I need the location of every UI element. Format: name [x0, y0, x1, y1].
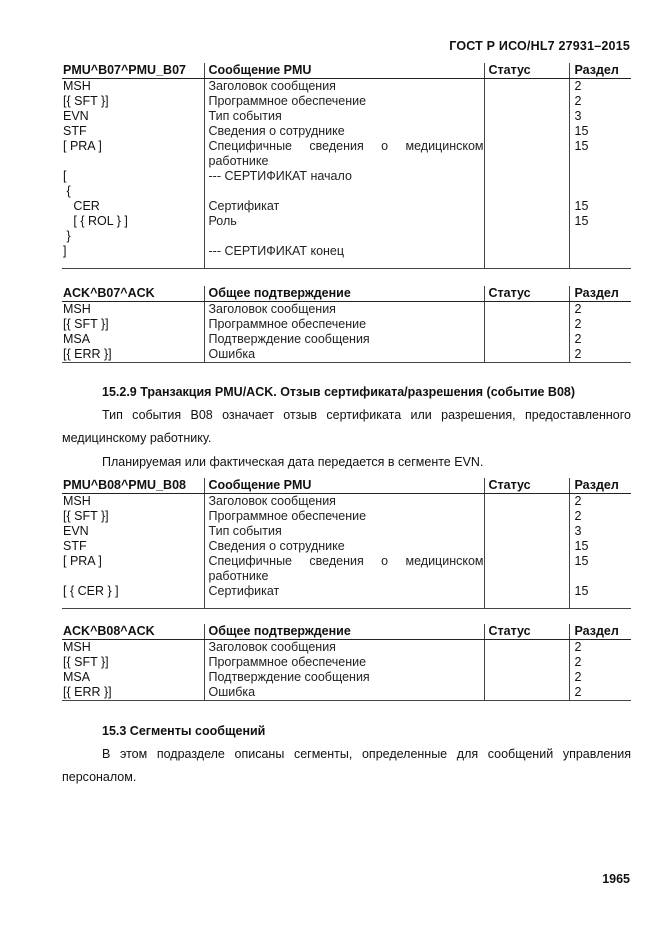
message-cell: [ PRA ]: [62, 139, 204, 169]
column-header-description: Общее подтверждение: [204, 286, 484, 302]
spacer-cell: [62, 599, 204, 609]
description-cell: Ошибка: [204, 347, 484, 363]
table-ack-b07: [62, 286, 631, 363]
message-cell: CER: [62, 199, 204, 214]
table-row: [62, 347, 631, 363]
column-header-status: Статус: [484, 63, 569, 79]
section-heading-15-2-9: 15.2.9 Транзакция PMU/ACK. Отзыв сертификата/разрешения (событие B08): [102, 385, 576, 399]
table-row: [62, 229, 631, 244]
table-header-row: [62, 286, 631, 302]
message-cell: MSH: [62, 494, 204, 510]
paragraph-evn-date: Планируемая или фактическая дата передается в сегменте EVN.: [102, 455, 484, 469]
status-cell: [484, 124, 569, 139]
status-cell: [484, 109, 569, 124]
table-row: [62, 214, 631, 229]
table-row: [62, 124, 631, 139]
spacer-cell: [62, 259, 204, 269]
description-cell: Ошибка: [204, 685, 484, 701]
description-cell: Роль: [204, 214, 484, 229]
section-cell: 15: [574, 214, 589, 228]
column-header-status: Статус: [484, 286, 569, 302]
description-cell: Специфичные сведения о медицинском работнике: [204, 139, 484, 169]
section-heading-15-3: 15.3 Сегменты сообщений: [102, 724, 266, 738]
message-cell: }: [62, 229, 204, 244]
status-cell: [484, 302, 569, 318]
status-cell: [484, 214, 569, 229]
message-cell: [{ SFT }]: [62, 317, 204, 332]
section-cell: 2: [574, 494, 582, 508]
status-cell: [484, 317, 569, 332]
section-cell: 2: [569, 685, 631, 701]
spacer-cell: [484, 599, 569, 609]
message-cell: [: [62, 169, 204, 184]
status-cell: [484, 524, 569, 539]
description-cell: Сведения о сотруднике: [204, 124, 484, 139]
table-spacer-row: [62, 259, 631, 269]
description-cell: Тип события: [204, 524, 484, 539]
table-row: [62, 184, 631, 199]
status-cell: [484, 584, 569, 599]
section-cell: [569, 244, 631, 259]
column-header-section: Раздел: [569, 624, 631, 640]
status-cell: [484, 332, 569, 347]
column-header-status: Статус: [484, 478, 569, 494]
table-row: [62, 509, 631, 524]
spacer-cell: [204, 259, 484, 269]
section-cell: 2: [569, 347, 631, 363]
message-cell: [{ ERR }]: [62, 347, 204, 363]
table-row: [62, 554, 631, 584]
description-cell: Заголовок сообщения: [204, 79, 484, 95]
description-cell: --- СЕРТИФИКАТ конец: [204, 244, 484, 259]
table-header-row: [62, 478, 631, 494]
message-cell: MSH: [62, 640, 204, 656]
section-cell: 15: [574, 584, 589, 598]
spacer-cell: [569, 599, 631, 609]
description-cell: Заголовок сообщения: [204, 302, 484, 318]
message-cell: MSA: [62, 332, 204, 347]
status-cell: [484, 685, 569, 701]
description-cell: Заголовок сообщения: [204, 640, 484, 656]
section-cell: [569, 169, 631, 184]
description-cell: Сведения о сотруднике: [204, 539, 484, 554]
section-cell: [569, 184, 631, 199]
table-pmu-b07: [62, 63, 631, 269]
message-cell: [ PRA ]: [62, 554, 204, 584]
section-cell: 2: [574, 79, 582, 93]
description-cell: --- СЕРТИФИКАТ начало: [204, 169, 484, 184]
status-cell: [484, 640, 569, 656]
section-cell: 2: [574, 655, 582, 669]
table-pmu-b08: [62, 478, 631, 609]
paragraph-b08-description: Тип события B08 означает отзыв сертификата или разрешения, предоставленного медицинскому работнику.: [62, 408, 631, 445]
description-cell: Подтверждение сообщения: [204, 670, 484, 685]
status-cell: [484, 94, 569, 109]
table-row: [62, 94, 631, 109]
table-row: [62, 670, 631, 685]
table-row: [62, 332, 631, 347]
message-cell: [ { CER } ]: [62, 584, 204, 599]
section-cell: 2: [574, 94, 582, 108]
table-row: [62, 109, 631, 124]
table-row: [62, 524, 631, 539]
spacer-cell: [484, 259, 569, 269]
spacer-cell: [204, 599, 484, 609]
message-cell: ]: [62, 244, 204, 259]
description-cell: Специфичные сведения о медицинском работнике: [204, 554, 484, 584]
table-row: [62, 169, 631, 184]
table-row: [62, 685, 631, 701]
table-row: [62, 302, 631, 318]
table-row: [62, 539, 631, 554]
paragraph-segments-intro: В этом подразделе описаны сегменты, определенные для сообщений управления персоналом.: [62, 747, 631, 784]
column-header-section: Раздел: [569, 286, 631, 302]
column-header-message: ACK^B07^ACK: [62, 286, 204, 302]
status-cell: [484, 347, 569, 363]
spacer-cell: [569, 259, 631, 269]
message-cell: [ { ROL } ]: [62, 214, 204, 229]
section-cell: 15: [574, 199, 589, 213]
message-cell: [{ SFT }]: [62, 94, 204, 109]
status-cell: [484, 199, 569, 214]
section-cell: 15: [574, 554, 589, 568]
document-standard-header: ГОСТ Р ИСО/HL7 27931–2015: [449, 39, 630, 53]
table-row: [62, 199, 631, 214]
page-number: 1965: [602, 872, 630, 886]
status-cell: [484, 670, 569, 685]
table-row: [62, 139, 631, 169]
description-cell: [204, 229, 484, 244]
description-cell: Тип события: [204, 109, 484, 124]
section-cell: 15: [574, 539, 589, 553]
message-cell: EVN: [62, 109, 204, 124]
section-cell: 3: [574, 524, 582, 538]
message-cell: STF: [62, 124, 204, 139]
description-cell: Программное обеспечение: [204, 317, 484, 332]
table-spacer-row: [62, 599, 631, 609]
column-header-section: Раздел: [569, 63, 631, 79]
table-row: [62, 317, 631, 332]
description-cell: Программное обеспечение: [204, 94, 484, 109]
message-cell: {: [62, 184, 204, 199]
column-header-status: Статус: [484, 624, 569, 640]
message-cell: MSA: [62, 670, 204, 685]
column-header-section: Раздел: [569, 478, 631, 494]
section-cell: 2: [574, 302, 582, 316]
column-header-message: PMU^B08^PMU_B08: [62, 478, 204, 494]
column-header-message: ACK^B08^ACK: [62, 624, 204, 640]
message-cell: EVN: [62, 524, 204, 539]
table-row: [62, 655, 631, 670]
column-header-description: Сообщение PMU: [204, 478, 484, 494]
message-cell: MSH: [62, 79, 204, 95]
status-cell: [484, 509, 569, 524]
column-header-description: Сообщение PMU: [204, 63, 484, 79]
status-cell: [484, 79, 569, 95]
description-cell: Подтверждение сообщения: [204, 332, 484, 347]
status-cell: [484, 229, 569, 244]
message-cell: [{ ERR }]: [62, 685, 204, 701]
table-row: [62, 494, 631, 510]
status-cell: [484, 139, 569, 169]
status-cell: [484, 494, 569, 510]
status-cell: [484, 169, 569, 184]
table-header-row: [62, 624, 631, 640]
table-row: [62, 584, 631, 599]
section-cell: 2: [574, 332, 582, 346]
section-cell: 15: [574, 139, 589, 153]
message-cell: MSH: [62, 302, 204, 318]
status-cell: [484, 554, 569, 584]
description-cell: Сертификат: [204, 199, 484, 214]
description-cell: Программное обеспечение: [204, 509, 484, 524]
status-cell: [484, 244, 569, 259]
column-header-description: Общее подтверждение: [204, 624, 484, 640]
table-ack-b08: [62, 624, 631, 701]
section-cell: 2: [574, 509, 582, 523]
status-cell: [484, 184, 569, 199]
description-cell: Сертификат: [204, 584, 484, 599]
status-cell: [484, 655, 569, 670]
description-cell: [204, 184, 484, 199]
message-cell: [{ SFT }]: [62, 655, 204, 670]
status-cell: [484, 539, 569, 554]
message-cell: [{ SFT }]: [62, 509, 204, 524]
section-cell: [569, 229, 631, 244]
section-cell: 2: [574, 317, 582, 331]
table-header-row: [62, 63, 631, 79]
message-cell: STF: [62, 539, 204, 554]
section-cell: 15: [574, 124, 589, 138]
section-cell: 2: [574, 640, 582, 654]
table-row: [62, 244, 631, 259]
description-cell: Программное обеспечение: [204, 655, 484, 670]
table-row: [62, 640, 631, 656]
column-header-message: PMU^B07^PMU_B07: [62, 63, 204, 79]
table-row: [62, 79, 631, 95]
description-cell: Заголовок сообщения: [204, 494, 484, 510]
section-cell: 3: [574, 109, 582, 123]
section-cell: 2: [574, 670, 582, 684]
